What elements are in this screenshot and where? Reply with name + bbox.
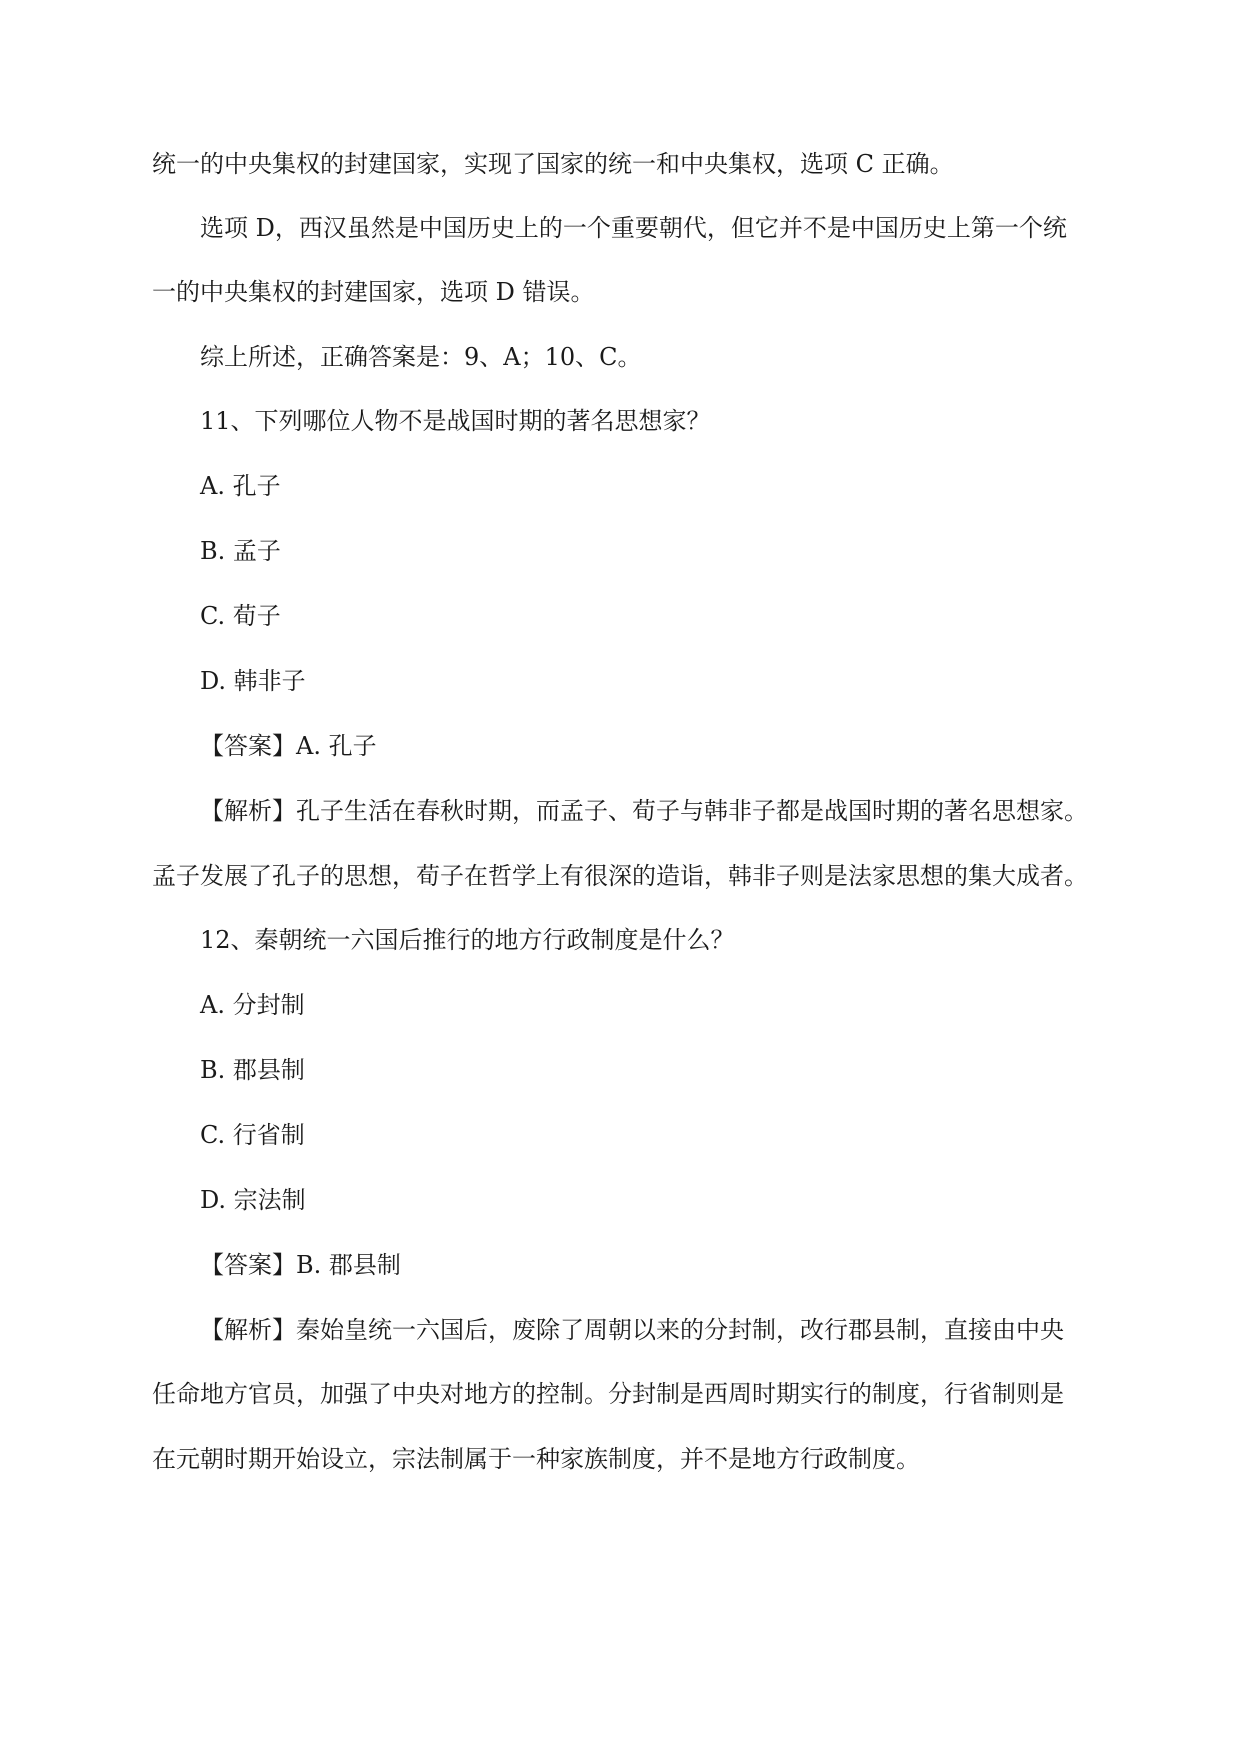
q12-option-a: A. 分封制: [200, 991, 305, 1019]
q11-option-d: D. 韩非子: [200, 667, 306, 695]
q11-option-c: C. 荀子: [200, 602, 281, 630]
q11-option-b: B. 孟子: [200, 537, 281, 565]
q11-option-a: A. 孔子: [200, 472, 281, 500]
paragraph-line: 一的中央集权的封建国家，选项 D 错误。: [152, 278, 595, 306]
q12-analysis-line: 【解析】秦始皇统一六国后，废除了周朝以来的分封制，改行郡县制，直接由中央: [200, 1316, 1064, 1344]
q12-analysis-line: 在元朝时期开始设立，宗法制属于一种家族制度，并不是地方行政制度。: [152, 1445, 920, 1473]
q12-option-c: C. 行省制: [200, 1121, 305, 1149]
q11-analysis-line: 【解析】孔子生活在春秋时期，而孟子、荀子与韩非子都是战国时期的著名思想家。: [200, 797, 1088, 825]
paragraph-line: 选项 D，西汉虽然是中国历史上的一个重要朝代，但它并不是中国历史上第一个统: [200, 214, 1067, 242]
question-11: 11、下列哪位人物不是战国时期的著名思想家？: [200, 407, 711, 435]
q11-answer: 【答案】A. 孔子: [200, 732, 377, 760]
q12-analysis-line: 任命地方官员，加强了中央对地方的控制。分封制是西周时期实行的制度，行省制则是: [152, 1380, 1064, 1408]
summary-line: 综上所述，正确答案是：9、A；10、C。: [200, 343, 642, 371]
paragraph-line: 统一的中央集权的封建国家，实现了国家的统一和中央集权，选项 C 正确。: [152, 150, 954, 178]
q12-answer: 【答案】B. 郡县制: [200, 1251, 401, 1279]
q12-option-d: D. 宗法制: [200, 1186, 306, 1214]
question-12: 12、秦朝统一六国后推行的地方行政制度是什么？: [200, 926, 735, 954]
q12-option-b: B. 郡县制: [200, 1056, 305, 1084]
q11-analysis-line: 孟子发展了孔子的思想，荀子在哲学上有很深的造诣，韩非子则是法家思想的集大成者。: [152, 862, 1088, 890]
